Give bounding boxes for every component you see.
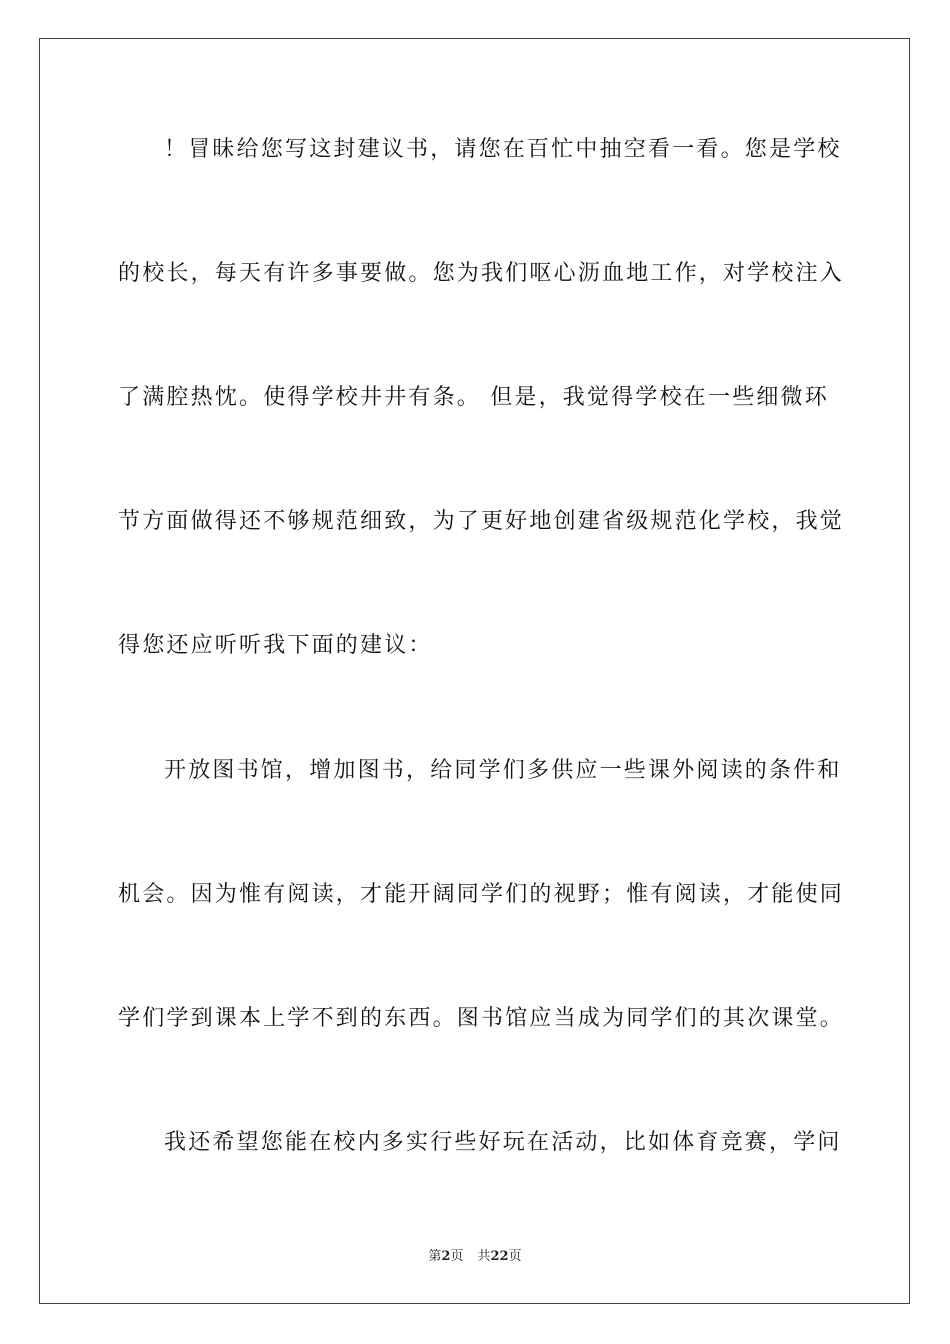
page-number: 2 bbox=[441, 1249, 451, 1264]
total-pages: 22 bbox=[490, 1249, 509, 1264]
text-line: 机会。因为惟有阅读，才能开阔同学们的视野；惟有阅读，才能使同 bbox=[118, 882, 845, 907]
text-line: 开放图书馆，增加图书，给同学们多供应一些课外阅读的条件和 bbox=[164, 758, 842, 783]
page-suffix: 页 bbox=[450, 1249, 464, 1264]
text-line: 学们学到课本上学不到的东西。图书馆应当成为同学们的其次课堂。 bbox=[118, 1006, 845, 1031]
text-line: 了满腔热忱。使得学校井井有条。 但是，我觉得学校在一些细微环 bbox=[118, 385, 829, 410]
page-border bbox=[39, 38, 910, 1304]
text-line: 得您还应听听我下面的建议： bbox=[118, 633, 433, 658]
page-footer bbox=[0, 1248, 950, 1266]
total-suffix: 页 bbox=[508, 1249, 522, 1264]
total-prefix: 共 bbox=[477, 1249, 491, 1264]
text-line: 节方面做得还不够规范细致，为了更好地创建省级规范化学校，我觉 bbox=[118, 509, 845, 534]
text-line: 的校长，每天有许多事要做。您为我们呕心沥血地工作，对学校注入 bbox=[118, 261, 845, 286]
page-prefix: 第 bbox=[428, 1249, 442, 1264]
text-line: 我还希望您能在校内多实行些好玩在活动，比如体育竞赛，学问 bbox=[164, 1130, 842, 1155]
text-line: ！冒昧给您写这封建议书，请您在百忙中抽空看一看。您是学校 bbox=[164, 137, 842, 162]
